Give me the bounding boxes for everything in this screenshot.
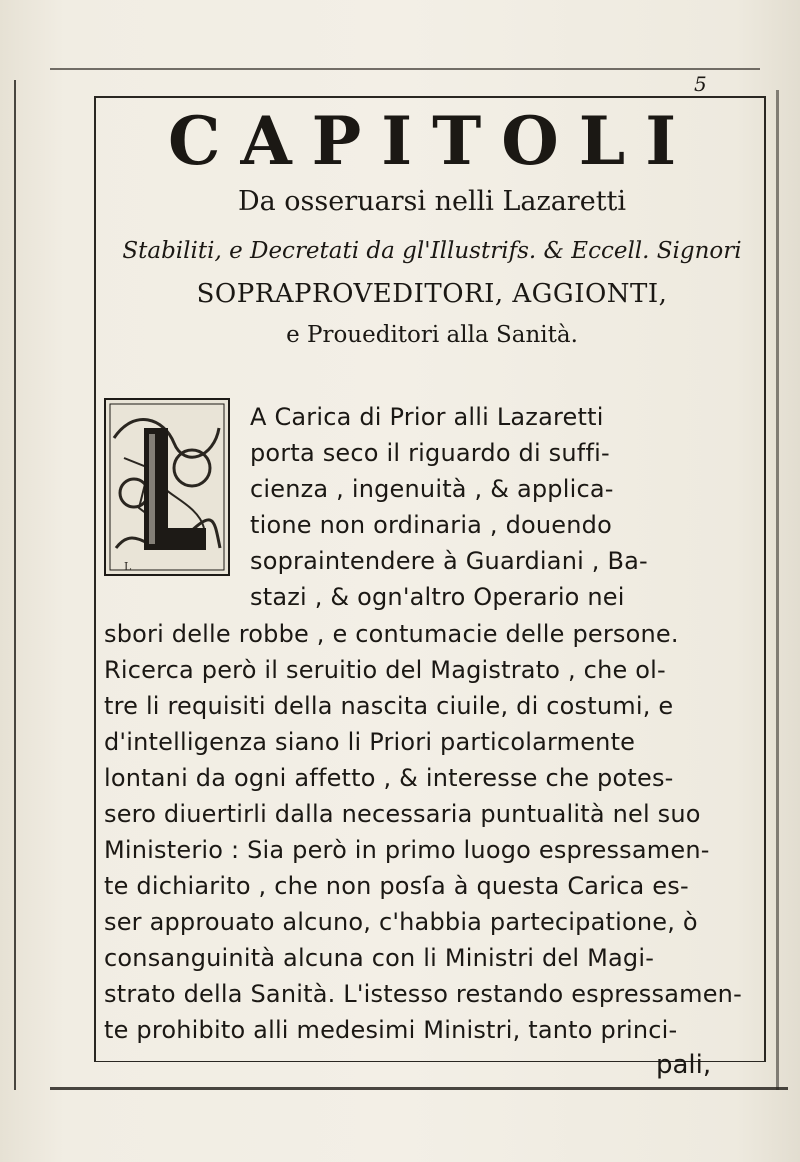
body-line-17: strato della Sanità. L'istesso restando espressamen-: [104, 980, 742, 1008]
italic-attribution: Stabiliti, e Decretati da gl'Illustrifs. & Eccell. Signori: [122, 238, 742, 264]
body-line-4: tione non ordinaria , douendo: [250, 511, 613, 539]
body-line-5: sopraintendere à Guardiani , Ba-: [250, 547, 648, 575]
body-line-16: consanguinità alcuna con li Ministri del Magi-: [104, 944, 655, 972]
initial-letter-text: L: [124, 560, 132, 573]
left-page-edge: [14, 80, 16, 1090]
body-line-7: sbori delle robbe , e contumacie delle persone.: [104, 620, 679, 648]
body-line-10: d'intelligenza siano li Priori particolarmente: [104, 728, 636, 756]
catchword: pali,: [656, 1050, 712, 1080]
officials-caps-line: SOPRAPROVEDITORI, AGGIONTI,: [196, 279, 668, 309]
body-line-9: tre li requisiti della nascita ciuile, di costumi, e: [104, 692, 674, 720]
body-line-2: porta seco il riguardo di suffi-: [250, 439, 610, 467]
body-line-11: lontani da ogni affetto , & interesse che potes-: [104, 764, 674, 792]
body-line-15: ser approuato alcuno, c'habbia partecipatione, ò: [104, 908, 698, 936]
body-line-12: sero diuertirli dalla necessaria puntualità nel suo: [104, 800, 701, 828]
page-number: 5: [694, 72, 707, 96]
bottom-rule: [50, 1087, 788, 1090]
body-line-6: stazi , & ogn'altro Operario nei: [250, 583, 625, 611]
decorated-initial-letter: [104, 398, 230, 576]
chapter-title: CAPITOLI: [167, 102, 697, 180]
top-rule: [50, 68, 760, 70]
body-line-13: Ministerio : Sia però in primo luogo espressamen-: [104, 836, 710, 864]
sanita-line: e Proueditori alla Sanità.: [286, 322, 578, 348]
body-line-1: A Carica di Prior alli Lazaretti: [250, 403, 604, 431]
body-line-3: cienza , ingenuità , & applica-: [250, 475, 614, 503]
body-line-8: Ricerca però il seruitio del Magistrato , che ol-: [104, 656, 666, 684]
body-line-18: te prohibito alli medesimi Ministri, tanto princi-: [104, 1016, 678, 1044]
body-line-14: te dichiarito , che non posſa à questa Carica es-: [104, 872, 689, 900]
right-page-edge: [776, 90, 779, 1090]
subtitle: Da osseruarsi nelli Lazaretti: [237, 186, 627, 217]
